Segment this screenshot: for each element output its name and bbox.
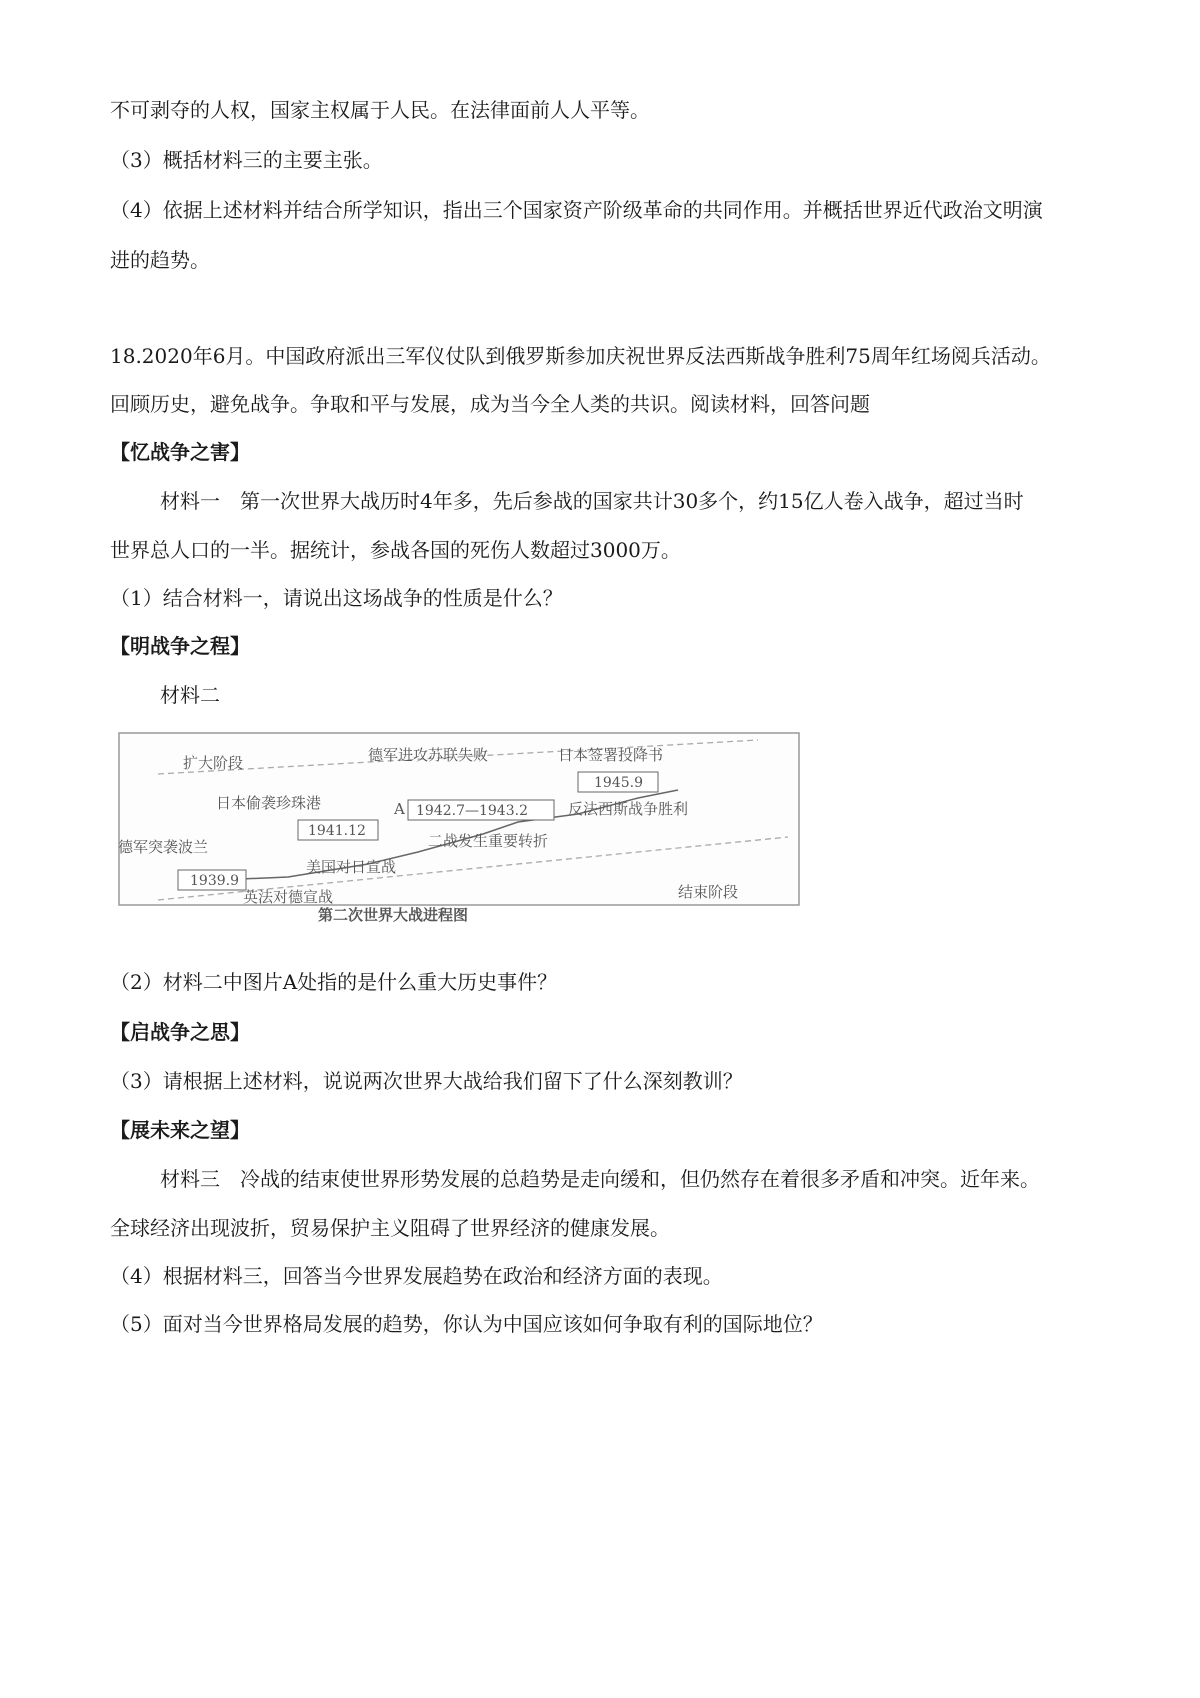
label-top-left: 扩大阶段 <box>183 754 244 772</box>
section-heading-war-harm: 【忆战争之害】 <box>110 440 250 464</box>
event-label: A <box>394 800 405 818</box>
question-4: （4）根据材料三，回答当今世界发展趋势在政治和经济方面的表现。 <box>110 1264 723 1288</box>
question-3-prev: （3）概括材料三的主要主张。 <box>110 148 383 172</box>
text-continuation-line: 不可剥夺的人权，国家主权属于人民。在法律面前人人平等。 <box>110 98 650 122</box>
event-date: 1945.9 <box>594 775 643 791</box>
question-5: （5）面对当今世界格局发展的趋势，你认为中国应该如何争取有利的国际地位？ <box>110 1312 823 1336</box>
question-4-prev-line1: （4）依据上述材料并结合所学知识，指出三个国家资产阶级革命的共同作用。并概括世界近代政治文明演 <box>110 198 1043 222</box>
question-3: （3）请根据上述材料，说说两次世界大战给我们留下了什么深刻教训？ <box>110 1069 743 1093</box>
question-18-intro-line1: 18.2020年6月。中国政府派出三军仪仗队到俄罗斯参加庆祝世界反法西斯战争胜利75周年红场阅兵活动。 <box>110 344 1051 368</box>
event-label: 德军进攻苏联失败 <box>368 746 489 764</box>
section-heading-future: 【展未来之望】 <box>110 1118 250 1142</box>
event-label: 二战发生重要转折 <box>428 832 549 850</box>
event-label: 反法西斯战争胜利 <box>568 800 689 818</box>
label-bottom-right: 结束阶段 <box>678 883 739 901</box>
event-label: 日本偷袭珍珠港 <box>216 794 322 812</box>
section-heading-war-process: 【明战争之程】 <box>110 634 250 658</box>
event-label: 日本签署投降书 <box>558 746 664 764</box>
section-heading-war-reflection: 【启战争之思】 <box>110 1020 250 1044</box>
event-label: 德军突袭波兰 <box>118 838 209 856</box>
question-4-prev-line2: 进的趋势。 <box>110 248 210 272</box>
ww2-timeline-figure <box>118 732 808 922</box>
question-2: （2）材料二中图片A处指的是什么重大历史事件？ <box>110 970 558 994</box>
event-date: 1942.7—1943.2 <box>416 803 528 819</box>
material-1-line1: 材料一 第一次世界大战历时4年多，先后参战的国家共计30多个，约15亿人卷入战争，超过当时 <box>160 489 1024 513</box>
event-label: 美国对日宣战 <box>306 858 397 876</box>
event-date: 1941.12 <box>308 823 366 839</box>
question-1: （1）结合材料一，请说出这场战争的性质是什么？ <box>110 586 563 610</box>
material-1-line2: 世界总人口的一半。据统计，参战各国的死伤人数超过3000万。 <box>110 538 681 562</box>
material-3-line2: 全球经济出现波折，贸易保护主义阻碍了世界经济的健康发展。 <box>110 1216 670 1240</box>
figure-caption: 第二次世界大战进程图 <box>318 906 469 922</box>
question-18-intro-line2: 回顾历史，避免战争。争取和平与发展，成为当今全人类的共识。阅读材料，回答问题 <box>110 392 870 416</box>
material-2-label: 材料二 <box>160 683 220 707</box>
material-3-line1: 材料三 冷战的结束使世界形势发展的总趋势是走向缓和，但仍然存在着很多矛盾和冲突。近年来。 <box>160 1167 1040 1191</box>
event-date: 1939.9 <box>190 873 239 889</box>
event-label: 英法对德宣战 <box>243 888 334 906</box>
